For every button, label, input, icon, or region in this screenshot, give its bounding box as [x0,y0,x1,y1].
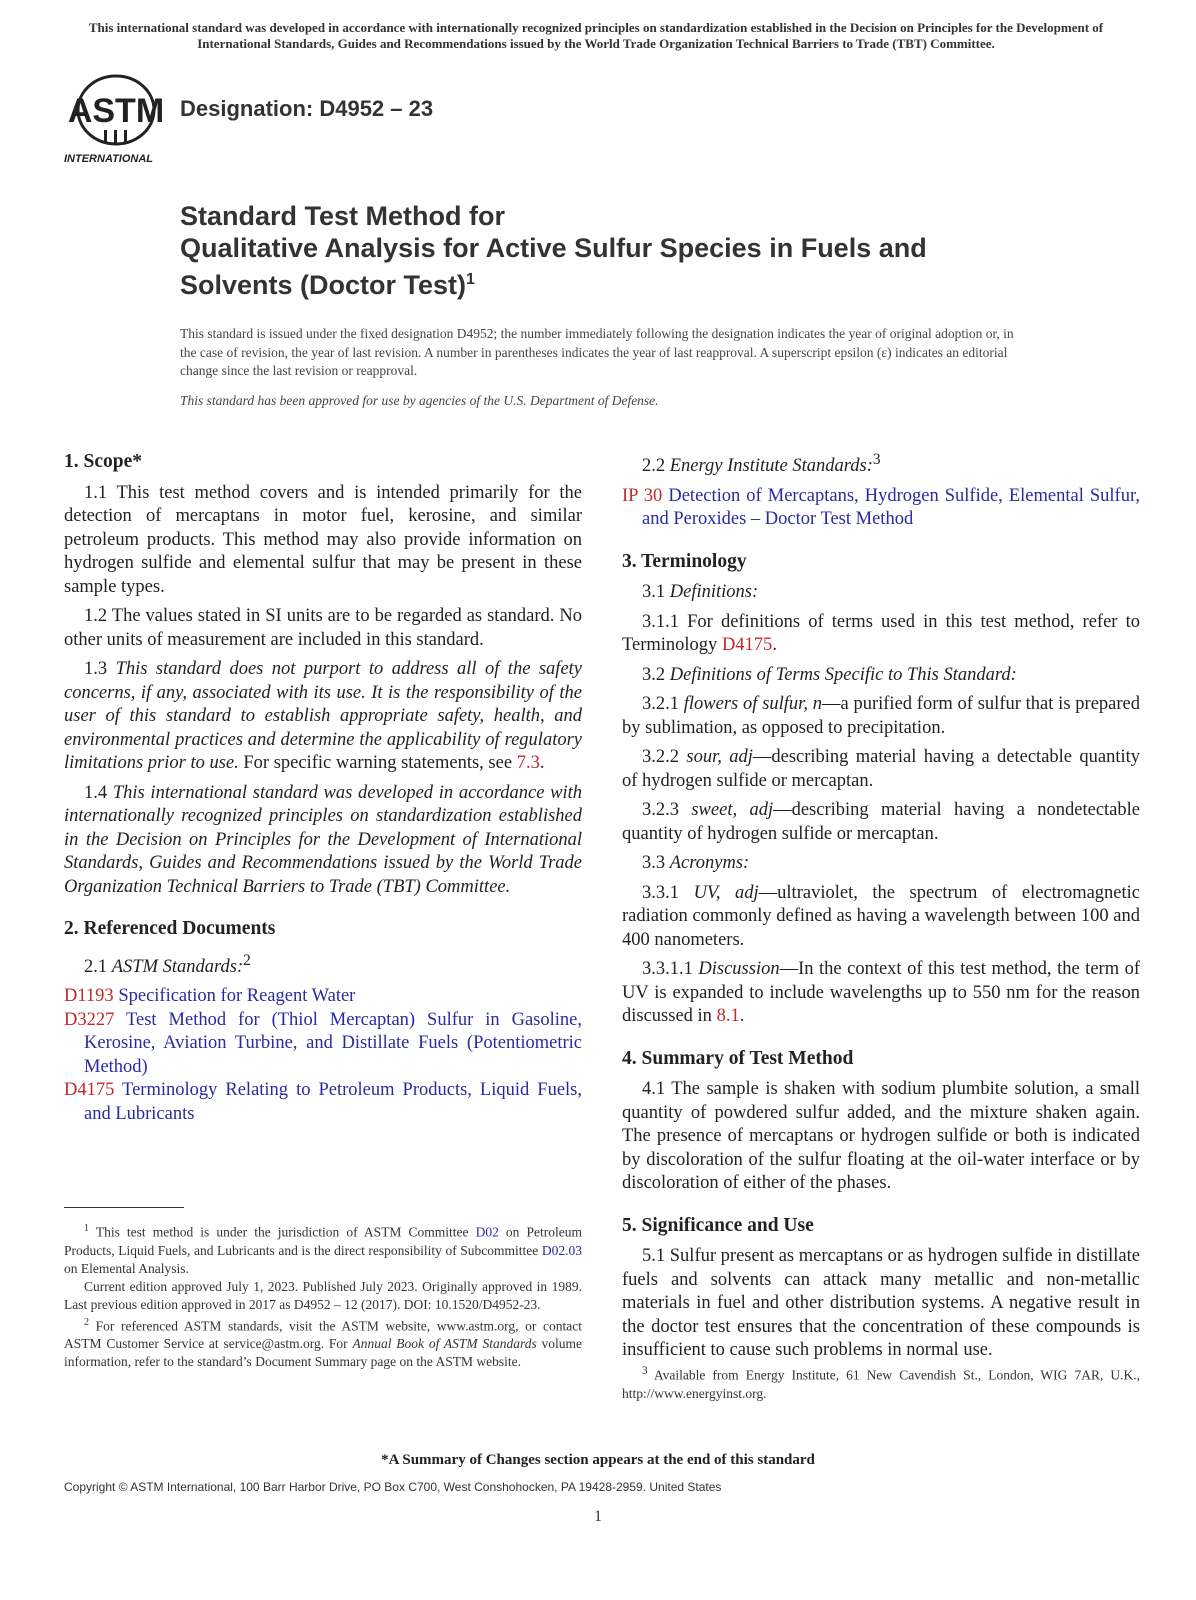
para-3-1-1: 3.1.1 For definitions of terms used in this test method, refer to Terminology D4175. [622,611,1140,656]
svg-text:ASTM: ASTM [67,92,165,130]
section-5-heading: 5. Significance and Use [622,1214,814,1236]
left-column [64,450,582,1126]
ref-item-ip30[interactable]: IP 30 Detection of Mercaptans, Hydrogen Sulfide, Elemental Sulfur, and Peroxides – Doctor Test Method [622,485,1141,530]
copyright: Copyright © ASTM International, 100 Barr Harbor Drive, PO Box C700, West Conshohocken, PA 19428-2959. United States [64,1480,722,1494]
ref-item-d1193[interactable]: D1193 Specification for Reagent Water [64,986,356,1007]
section-3-heading: 3. Terminology [622,550,747,572]
footnotes-left [64,1220,582,1371]
para-3-2-2: 3.2.2 sour, adj—describing material having a detectable quantity of hydrogen sulfide or mercaptan. [622,747,1141,791]
link-d02[interactable]: D02 [475,1224,499,1240]
para-2-1: 2.1 ASTM Standards:$^2$ [84,951,251,977]
para-4-1: 4.1 The sample is shaken with sodium plumbite solution, a small quantity of powdered sulfur added, and the mixture shaken again. The presence of mercaptans or hydrogen sulfide or both is indicated by discoloration of the sulfur floating at the oil-water interface or by discoloration of either of the phases. [622,1079,1140,1194]
title-line-3: Solvents (Doctor Test) [180,270,467,300]
astm-logo [64,70,168,166]
para-1-1: 1.1 This test method covers and is intended primarily for the detection of mercaptans in motor fuel, kerosine, and similar petroleum products. This method may also provide information on hydrogen sulfide and elemental sulfur that may be present in these sample types. [64,482,582,597]
footnote-1-edition: Current edition approved July 1, 2023. Published July 2023. Originally approved in 1989. Last previous edition approved in 2017 as D4952 – 12 (2017). DOI: 10.1520/D4952-23. [64,1278,582,1312]
link-d02-03[interactable]: D02.03 [541,1242,582,1258]
section-2-heading: 2. Referenced Documents [64,918,276,939]
para-3-3-1: 3.3.1 UV, adj—ultraviolet, the spectrum of electromagnetic radiation commonly defined as having a wavelength between 100 and 400 nanometers. [622,882,1141,950]
footnote-1: $^1$ This test method is under the jurisdiction of ASTM Committee D02 on Petroleum Products, Liquid Fuels, and Lubricants and is the direct responsibility of Subcommittee D02.03 on Elemental Analysis. [64,1223,582,1276]
ref-item-d4175[interactable]: D4175 Terminology Relating to Petroleum Products, Liquid Fuels, and Lubricants [64,1080,582,1124]
page-number: 1 [594,1508,602,1525]
link-7-3[interactable]: 7.3 [516,753,540,773]
title-line-2: Qualitative Analysis for Active Sulfur Species in Fuels and [180,233,927,263]
para-2-2: 2.2 Energy Institute Standards:$^3$ [642,451,881,477]
title-footnote-mark: 1 [466,271,475,288]
para-5-1: 5.1 Sulfur present as mercaptans or as hydrogen sulfide in distillate fuels and solvents can attack many metallic and non-metallic materials in fuel and other distribution systems. A negative result in the doctor test ensures that the concentration of these compounds is insufficient to cause such problems in normal use. [622,1246,1140,1361]
title-line-1: Standard Test Method for [180,201,506,231]
para-3-3-1-1: 3.3.1.1 Discussion—In the context of this test method, the term of UV is expanded to include wavelengths up to 550 nm for the reason discussed in 8.1. [622,959,1141,1027]
footnote-2: $^2$ For referenced ASTM standards, visit the ASTM website, www.astm.org, or contact ASTM Customer Service at service@astm.org. For Annual Book of ASTM Standards volume information, refer to the standard’s Document Summary page on the ASTM website. [64,1316,583,1369]
ref-item-d3227[interactable]: D3227 Test Method for (Thiol Mercaptan) Sulfur in Gasoline, Kerosine, Aviation Turbine, and Distillate Fuels (Potentiometric Method) [64,1009,582,1077]
para-3-3: 3.3 Acronyms: [642,853,750,874]
para-3-2-3: 3.2.3 sweet, adj—describing material having a nondetectable quantity of hydrogen sulfide or mercaptan. [622,800,1140,844]
para-3-1: 3.1 Definitions: [642,582,759,603]
dod-note: This standard has been approved for use by agencies of the U.S. Department of Defense. [180,393,659,408]
svg-text:INTERNATIONAL: INTERNATIONAL [64,153,154,165]
link-8-1[interactable]: 8.1 [716,1006,740,1027]
para-1-2: 1.2 The values stated in SI units are to be regarded as standard. No other units of measurement are included in this standard. [64,606,582,650]
para-3-2: 3.2 Definitions of Terms Specific to This Standard: [642,664,1017,685]
summary-of-changes-note: *A Summary of Changes section appears at the end of this standard [381,1452,815,1468]
footnote-divider [64,1207,184,1208]
document-title [180,200,1100,301]
link-d4175[interactable]: D4175 [721,635,773,656]
para-1-4: 1.4 This international standard was developed in accordance with internationally recognized principles on standardization established in the Decision on Principles for the Development of International Standards, Guides and Recommendations issued by the World Trade Organization Technical Barriers to Trade (TBT) Committee. [64,782,583,897]
footnote-3: $^3$ Available from Energy Institute, 61 New Cavendish St., London, WIG 7AR, U.K., http://www.energyinst.org. [622,1365,1140,1401]
footnotes-right [622,1362,1140,1403]
right-column [622,448,1140,1369]
para-1-3: 1.3 This standard does not purport to address all of the safety concerns, if any, associated with its use. It is the responsibility of the user of this standard to establish appropriate safety, health, and environmental practices and determine the applicability of regulatory limitations prior to use. For specific warning statements, see 7.3. [64,659,583,773]
tbt-notice: This international standard was developed in accordance with internationally recognized principles on standardization established in the Decision on Principles for the Development of International Standards, Guides and Recommendations issued by the World Trade Organization Technical Barriers to Trade (TBT) Committee. [88,20,1104,51]
issued-note: This standard is issued under the fixed designation D4952; the number immediately following the designation indicates the year of original adoption or, in the case of revision, the year of last revision. A number in parentheses indicates the year of last reapproval. A superscript epsilon (ε) indicates an editorial change since the last revision or reapproval. [180,326,1014,378]
designation: Designation: D4952 – 23 [180,96,434,121]
para-3-2-1: 3.2.1 flowers of sulfur, n—a purified form of sulfur that is prepared by sublimation, as opposed to precipitation. [622,694,1141,738]
section-4-heading: 4. Summary of Test Method [622,1047,854,1069]
section-1-heading: 1. Scope* [64,451,142,472]
